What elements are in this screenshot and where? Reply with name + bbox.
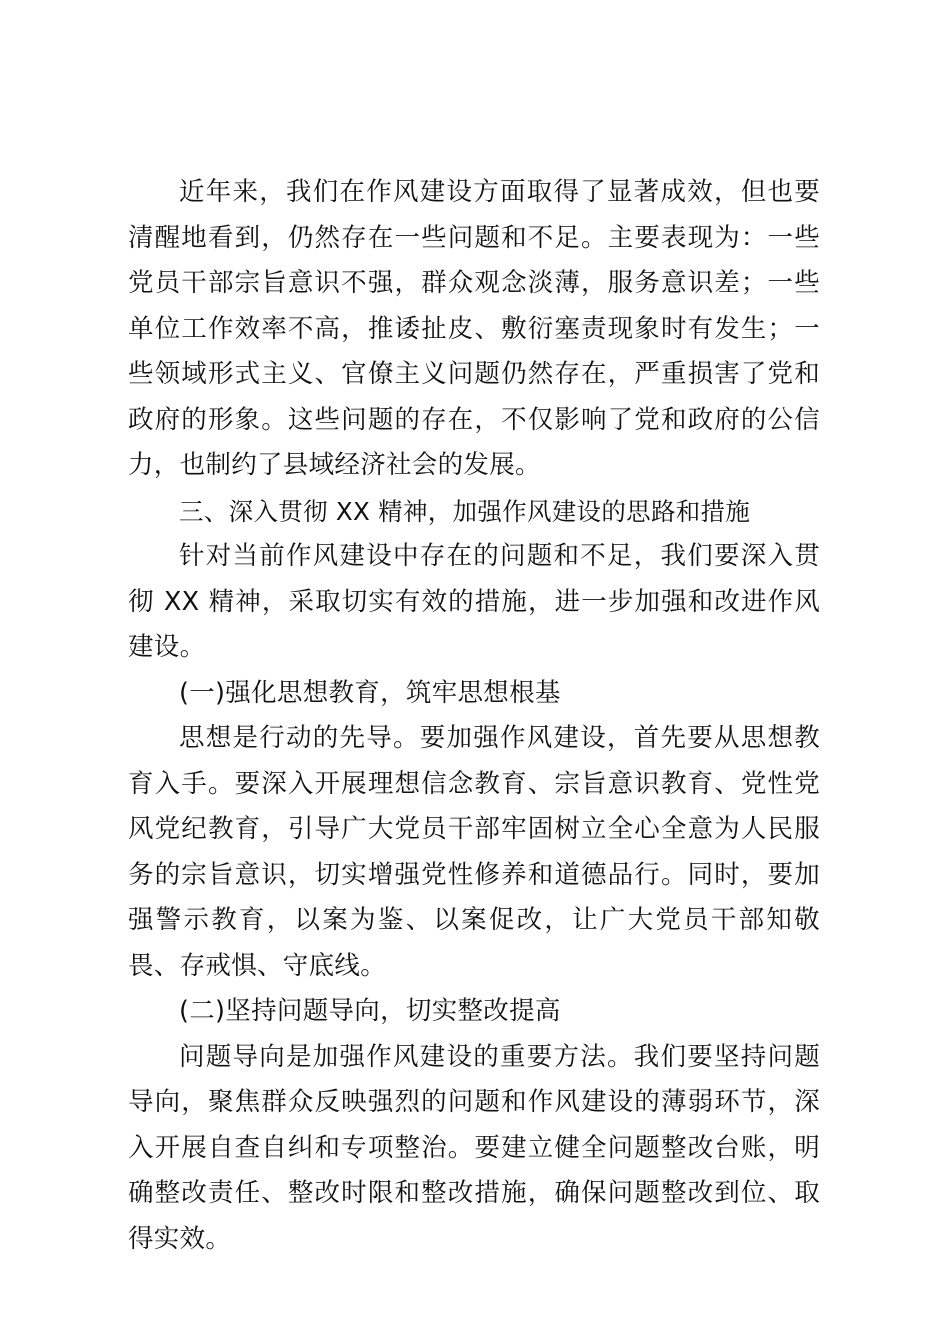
- document-body: [128, 170, 820, 1262]
- paragraph-intro-measures: 针对当前作风建设中存在的问题和不足，我们要深入贯彻 XX 精神，采取切实有效的措施，进一步加强和改进作风建设。: [128, 541, 820, 662]
- paragraph-problems: 近年来，我们在作风建设方面取得了显著成效，但也要清醒地看到，仍然存在一些问题和不足。主要表现为：一些党员干部宗旨意识不强，群众观念淡薄，服务意识差；一些单位工作效率不高，推诿扯皮、敷衍塞责现象时有发生；一些领域形式主义、官僚主义问题仍然存在，严重损害了党和政府的形象。这些问题的存在，不仅影响了党和政府的公信力，也制约了县域经济社会的发展。: [128, 177, 820, 480]
- paragraph-problem-orientation: 问题导向是加强作风建设的重要方法。我们要坚持问题导向，聚焦群众反映强烈的问题和作风建设的薄弱环节，深入开展自查自纠和专项整治。要建立健全问题整改台账，明确整改责任、整改时限和整改措施，确保问题整改到位、取得实效。: [128, 1041, 820, 1254]
- subheading-two: (二)坚持问题导向，切实整改提高: [179, 996, 561, 1026]
- paragraph-ideological-education: 思想是行动的先导。要加强作风建设，首先要从思想教育入手。要深入开展理想信念教育、宗旨意识教育、党性党风党纪教育，引导广大党员干部牢固树立全心全意为人民服务的宗旨意识，切实增强党性修养和道德品行。同时，要加强警示教育，以案为鉴、以案促改，让广大党员干部知敬畏、存戒惧、守底线。: [128, 723, 820, 981]
- subheading-one: (一)强化思想教育，筑牢思想根基: [179, 677, 561, 708]
- section-heading-three: 三、深入贯彻 XX 精神，加强作风建设的思路和措施: [179, 496, 751, 526]
